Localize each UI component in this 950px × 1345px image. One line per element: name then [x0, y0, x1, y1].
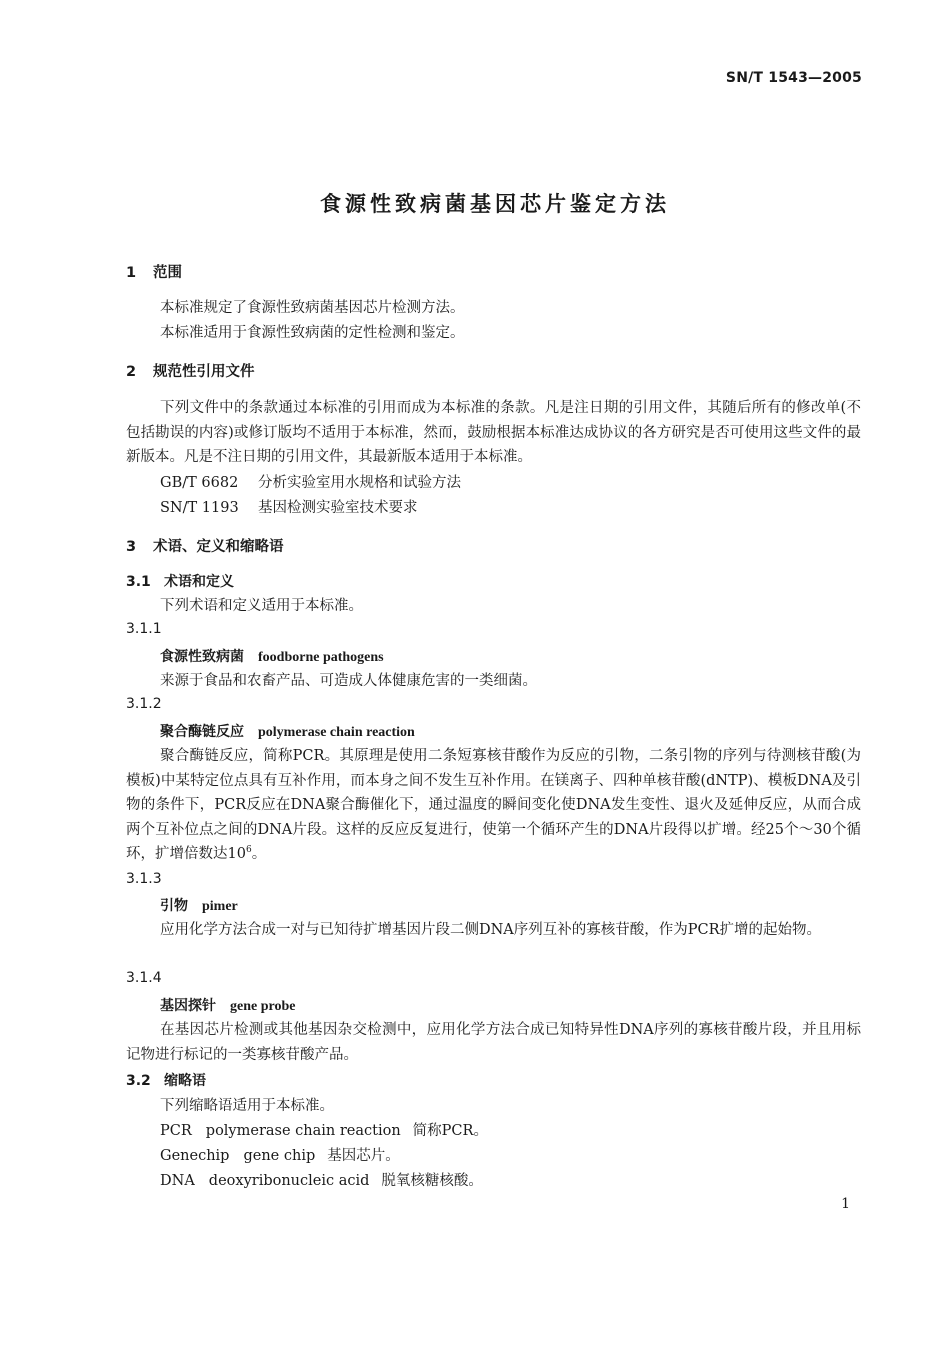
reference-item — [160, 471, 461, 496]
section-2-heading — [126, 360, 255, 381]
term-number: 3.1.2 — [126, 696, 162, 712]
section-3-1-heading — [126, 571, 234, 591]
abbreviation: DNA — [160, 1173, 195, 1189]
section-3-2-heading — [126, 1070, 206, 1090]
reference-item — [160, 496, 418, 521]
term-en: polymerase chain reaction — [258, 725, 415, 740]
term-definition: 来源于食品和农畜产品、可造成人体健康危害的一类细菌。 — [160, 673, 537, 689]
pcr-definition-text: 聚合酶链反应，简称PCR。其原理是使用二条短寡核苷酸作为反应的引物，二条引物的序列与待测核苷酸(为模板)中某特定位点具有互补作用，而本身之间不发生互补作用。在镁离子、四种单核苷酸(dNTP)、模板DNA及引物的条件下，PCR反应在DNA聚合酶催化下，通过温度的瞬间变化使DNA发生变性、退火及延伸反应，从而合成两个互补位点之间的DNA片段。这样的反应反复进行，使第一个循环产生的DNA片段得以扩增。经25个～30个循环，扩增倍数达10 — [126, 748, 861, 862]
terms-intro: 下列术语和定义适用于本标准。 — [160, 598, 363, 614]
term-en: gene probe — [230, 999, 296, 1014]
term-en: foodborne pathogens — [258, 650, 384, 665]
abbreviation: Genechip — [160, 1148, 230, 1164]
term-name — [160, 895, 238, 915]
term-definition — [126, 744, 861, 867]
abbreviation-zh: 基因芯片。 — [327, 1148, 400, 1164]
abbreviation-en: polymerase chain reaction — [205, 1123, 401, 1139]
section-3-1-title: 术语和定义 — [164, 574, 234, 590]
term-definition: 应用化学方法合成一对与已知待扩增基因片段二侧DNA序列互补的寡核苷酸，作为PCR扩增的起始物。 — [160, 922, 822, 938]
term-en: pimer — [202, 899, 238, 914]
term-number: 3.1.1 — [126, 621, 162, 637]
section-3-1-number: 3.1 — [126, 574, 151, 590]
section-1-title: 范围 — [153, 265, 182, 281]
normative-references-paragraph: 下列文件中的条款通过本标准的引用而成为本标准的条款。凡是注日期的引用文件，其随后所有的修改单(不包括勘误的内容)或修订版均不适用于本标准，然而，鼓励根据本标准达成协议的各方研究是否可使用这些文件的最新版本。凡是不注日期的引用文件，其最新版本适用于本标准。 — [126, 400, 861, 465]
page-number: 1 — [841, 1196, 850, 1212]
section-2-title: 规范性引用文件 — [153, 364, 255, 380]
pcr-definition-end: 。 — [251, 846, 267, 862]
section-3-2-number: 3.2 — [126, 1073, 151, 1089]
abbreviation-zh: 脱氧核糖核酸。 — [381, 1173, 483, 1189]
section-1-heading — [126, 261, 182, 282]
section-3-title: 术语、定义和缩略语 — [153, 539, 284, 555]
scope-line-2: 本标准适用于食源性致病菌的定性检测和鉴定。 — [160, 325, 465, 341]
abbreviation-item — [160, 1169, 483, 1194]
term-zh: 引物 — [160, 898, 188, 914]
term-zh: 食源性致病菌 — [160, 649, 244, 665]
section-1-number: 1 — [126, 265, 137, 281]
section-3-heading — [126, 535, 284, 556]
term-zh: 聚合酶链反应 — [160, 724, 244, 740]
scope-line-1: 本标准规定了食源性致病菌基因芯片检测方法。 — [160, 300, 465, 316]
term-definition: 在基因芯片检测或其他基因杂交检测中，应用化学方法合成已知特异性DNA序列的寡核苷酸片段，并且用标记物进行标记的一类寡核苷酸产品。 — [126, 1022, 861, 1063]
abbreviation-item — [160, 1119, 488, 1144]
reference-title: 基因检测实验室技术要求 — [258, 500, 418, 516]
term-name — [160, 646, 384, 666]
section-3-number: 3 — [126, 539, 137, 555]
term-number: 3.1.3 — [126, 871, 162, 887]
abbreviation-zh: 简称PCR。 — [412, 1123, 488, 1139]
section-2-number: 2 — [126, 364, 137, 380]
section-3-2-title: 缩略语 — [164, 1073, 206, 1089]
document-title: 食源性致病菌基因芯片鉴定方法 — [320, 192, 670, 216]
term-name — [160, 995, 295, 1015]
reference-title: 分析实验室用水规格和试验方法 — [258, 475, 461, 491]
abbreviation: PCR — [160, 1123, 192, 1139]
term-zh: 基因探针 — [160, 998, 216, 1014]
reference-code: SN/T 1193 — [160, 500, 239, 516]
standard-code: SN/T 1543—2005 — [725, 70, 862, 86]
abbreviation-en: gene chip — [243, 1148, 316, 1164]
abbreviation-item — [160, 1144, 400, 1169]
abbreviation-en: deoxyribonucleic acid — [208, 1173, 370, 1189]
abbreviations-intro: 下列缩略语适用于本标准。 — [160, 1098, 334, 1114]
pcr-exponent: 6 — [245, 845, 252, 856]
term-name — [160, 721, 415, 741]
term-number: 3.1.4 — [126, 970, 162, 986]
reference-code: GB/T 6682 — [160, 475, 239, 491]
